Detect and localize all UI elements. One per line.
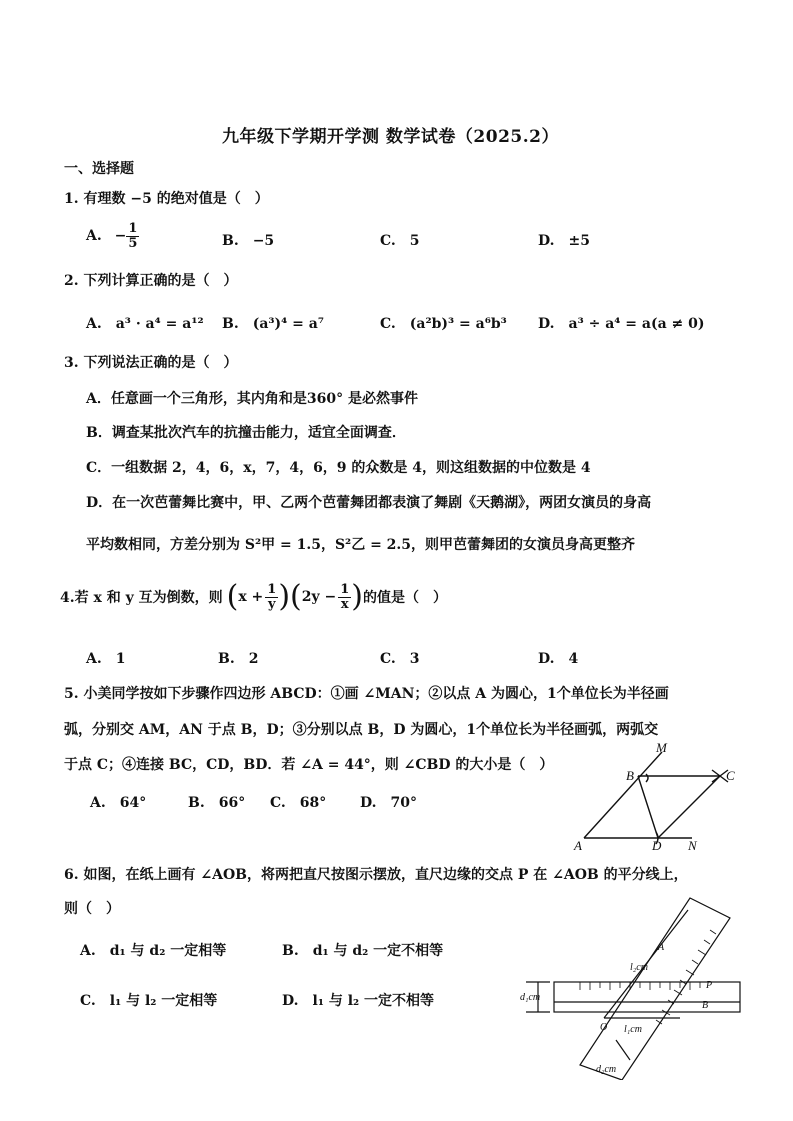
rulers-figure [520,890,750,1080]
question-2-option-a[interactable]: A. a³ · a⁴ = a¹² [86,316,204,332]
question-5-stem-line1: 5. 小美同学按如下步骤作四边形 ABCD：①画 ∠MAN；②以点 A 为圆心，1个单位长为半径画 [64,686,669,702]
question-4-stem: 4.若 x 和 y 互为倒数，则 ( x + $\frac{1}{y}$ ) ( 2y − $\frac{1}{x}$ ) 的值是（ ） [60,579,447,614]
question-3-option-d[interactable]: D．在一次芭蕾舞比赛中，甲、乙两个芭蕾舞团都表演了舞剧《天鹅湖》，两团女演员的身高 [86,495,652,511]
question-1-option-b[interactable]: B. −5 [222,233,275,249]
question-5-option-b[interactable]: B. 66° [188,795,246,811]
question-4-stem-pre: 4.若 x 和 y 互为倒数，则 [60,590,223,606]
label-n: N [688,838,697,852]
label-p: P [706,980,713,991]
label-l2cm: l₂cm [630,962,648,973]
frac-denominator: x [340,596,349,612]
question-3-option-c[interactable]: C．一组数据 2，4，6，x，7，4，6，9 的众数是 4，则这组数据的中位数是 4 [86,460,591,476]
fraction-1-over-y [265,583,278,611]
label-d1cm: d₁cm [520,992,541,1003]
question-6-option-a[interactable]: A. d₁ 与 d₂ 一定相等 [80,943,227,959]
label-o: O [600,1022,608,1033]
question-3-option-d-cont: 平均数相同，方差分别为 S²甲 = 1.5，S²乙 = 2.5，则甲芭蕾舞团的女演员身高更整齐 [86,537,636,553]
question-3-stem: 3. 下列说法正确的是（ ） [64,355,238,371]
question-1-option-d[interactable]: D. ±5 [538,233,590,249]
page-title: 九年级下学期开学测 数学试卷（2025.2） [222,127,559,147]
label-d2cm: d₂cm [596,1064,617,1075]
expr-2y-minus: 2y − [301,589,337,605]
question-6-option-d[interactable]: D. l₁ 与 l₂ 一定不相等 [282,993,435,1009]
question-5-option-d[interactable]: D. 70° [360,795,417,811]
expr-x-plus: x + [238,589,264,605]
arc-mark-b [646,774,648,782]
question-5-stem-line3: 于点 C；④连接 BC，CD，BD．若 ∠A = 44°，则 ∠CBD 的大小是（ ） [64,757,554,773]
question-4-stem-post: 的值是（ ） [363,590,447,606]
segment-cd [658,776,720,838]
label-d: D [652,838,662,852]
question-6-stem-line2: 则（ ） [64,901,120,917]
question-4-option-b[interactable]: B. 2 [218,651,259,667]
label-c: C [726,768,735,783]
question-1-option-a[interactable]: A. − $\frac{1}{5}$ [86,221,138,251]
label-a: A [658,942,665,953]
label-b: B [702,1000,709,1011]
d2-dimension [616,1040,630,1060]
question-2-stem: 2. 下列计算正确的是（ ） [64,273,238,289]
question-4-option-a[interactable]: A. 1 [86,651,126,667]
option-a-label: A. [86,228,102,245]
fraction-one-fifth [126,222,139,250]
question-5-option-a[interactable]: A. 64° [90,795,147,811]
question-4-option-c[interactable]: C. 3 [380,651,420,667]
question-3-option-b[interactable]: B．调查某批次汽车的抗撞击能力，适宜全面调查． [86,425,406,441]
label-a: A [574,838,582,852]
frac-denominator: 5 [128,235,138,251]
frac-numerator: 1 [340,581,350,597]
frac-denominator: y [268,596,276,612]
frac-numerator: 1 [267,581,277,597]
question-5-stem-line2: 弧，分别交 AM，AN 于点 B，D；③分别以点 B，D 为圆心，1个单位长为半径画弧，两弧交 [64,722,659,738]
question-3-option-a[interactable]: A．任意画一个三角形，其内角和是360° 是必然事件 [86,391,418,407]
question-2-option-c[interactable]: C. (a²b)³ = a⁶b³ [380,316,507,332]
question-1-stem: 1. 有理数 −5 的绝对值是（ ） [64,191,269,207]
segment-bd [638,776,658,838]
section-heading: 一、选择题 [64,161,134,177]
ray-am [584,752,662,838]
label-l1cm: l₁cm [624,1024,642,1035]
question-4-option-d[interactable]: D. 4 [538,651,579,667]
frac-numerator: 1 [128,221,138,236]
question-2-option-b[interactable]: B. (a³)⁴ = a⁷ [222,316,324,332]
question-2-option-d[interactable]: D. a³ ÷ a⁴ = a(a ≠ 0) [538,316,705,332]
question-1-option-c[interactable]: C. 5 [380,233,420,249]
question-6-option-c[interactable]: C. l₁ 与 l₂ 一定相等 [80,993,218,1009]
fraction-1-over-x [338,583,351,611]
question-5-option-c[interactable]: C. 68° [270,795,327,811]
rhombus-figure [570,740,770,852]
label-m: M [656,740,667,755]
horizontal-ruler-ticks [580,982,700,990]
question-6-option-b[interactable]: B. d₁ 与 d₂ 一定不相等 [282,943,444,959]
label-b: B [626,768,634,783]
question-6-stem-line1: 6. 如图，在纸上画有 ∠AOB，将两把直尺按图示摆放，直尺边缘的交点 P 在 ∠AOB 的平分线上， [64,867,688,883]
